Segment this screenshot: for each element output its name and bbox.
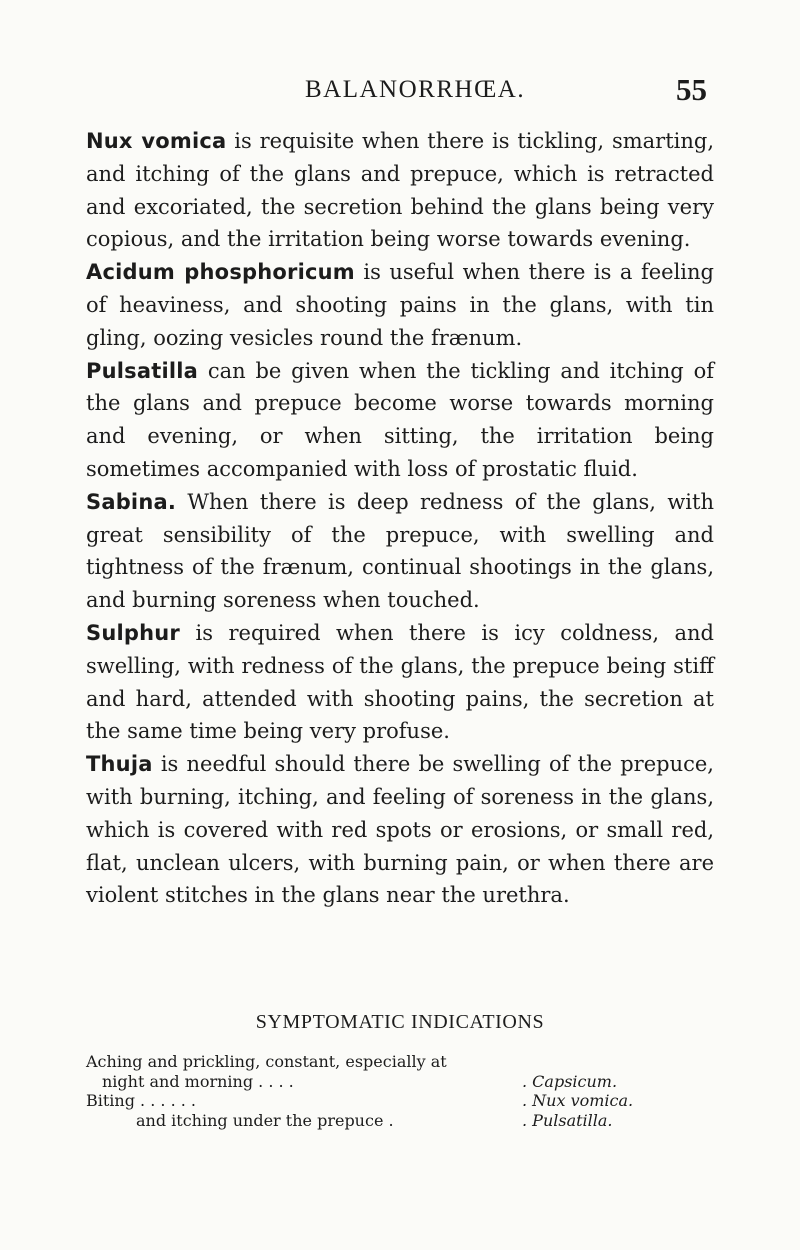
paragraph-text: is requisite when there is tickling, smarting, and itching of the glans and prepuce, which is retracted and excoriated, the secretion behind the glans being very copious, and the irritation being worse towards evening.: [86, 129, 714, 252]
indication-remedy: . Nux vomica.: [522, 1091, 634, 1110]
remedy-name: Sulphur: [86, 620, 180, 645]
remedy-name: Acidum phosphoricum: [86, 260, 355, 285]
indication-line: [86, 1091, 716, 1111]
indication-text: Biting . . . . . .: [86, 1091, 196, 1110]
running-title: BALANORRHŒA.: [305, 76, 526, 103]
remedy-name: Pulsatilla: [86, 358, 199, 383]
remedy-name: Thuja: [86, 752, 153, 777]
paragraph-sabina: [86, 486, 714, 617]
paragraph-nux-vomica: [86, 125, 714, 256]
indication-line: [86, 1072, 716, 1092]
indication-remedy: . Pulsatilla.: [522, 1110, 613, 1130]
paragraph-sulphur: [86, 617, 714, 748]
indication-line: [86, 1052, 716, 1072]
paragraph-thuja: [86, 748, 714, 912]
paragraph-text: When there is deep redness of the glans, with great sensibility of the prepuce, with swelling and tightness of the frænum, continual shootings in the glans, and burning soreness when touched.: [86, 489, 714, 613]
paragraph-pulsatilla: [86, 355, 714, 486]
indication-text: Aching and prickling, constant, especially at: [86, 1052, 447, 1071]
body-text: [86, 125, 714, 912]
symptomatic-indications: [86, 1052, 716, 1130]
paragraph-acidum-phosphoricum: [86, 256, 714, 354]
indication-text: and itching under the prepuce .: [136, 1110, 394, 1130]
page-number: 55: [676, 72, 707, 107]
paragraph-text: is needful should there be swelling of the prepuce, with burning, itching, and feeling of soreness in the glans, which is covered with red spots or erosions, or small red, flat, unclean ulcers, with burning pain, or when there are violent stitches in the glans near the urethra.: [86, 752, 714, 908]
indication-text: night and morning . . . .: [102, 1071, 294, 1091]
paragraph-text: is required when there is icy coldness, and swelling, with redness of the glans, the prepuce being stiff and hard, attended with shooting pains, the secretion at the same time being very profuse.: [86, 620, 714, 744]
page-header: [0, 72, 800, 108]
indication-remedy: . Capsicum.: [522, 1071, 618, 1091]
section-heading: SYMPTOMATIC INDICATIONS: [255, 1011, 545, 1033]
paragraph-text: is useful when there is a feeling of heaviness, and shooting pains in the glans, with tin gling, oozing vesicles round the frænum.: [86, 260, 714, 350]
remedy-name: Sabina.: [86, 489, 177, 514]
remedy-name: Nux vomica: [86, 129, 227, 153]
indication-line: [86, 1111, 716, 1131]
paragraph-text: can be given when the tickling and itching of the glans and prepuce become worse towards morning and evening, or when sitting, the irritation being sometimes accompanied with loss of prostatic fluid.: [86, 358, 714, 481]
